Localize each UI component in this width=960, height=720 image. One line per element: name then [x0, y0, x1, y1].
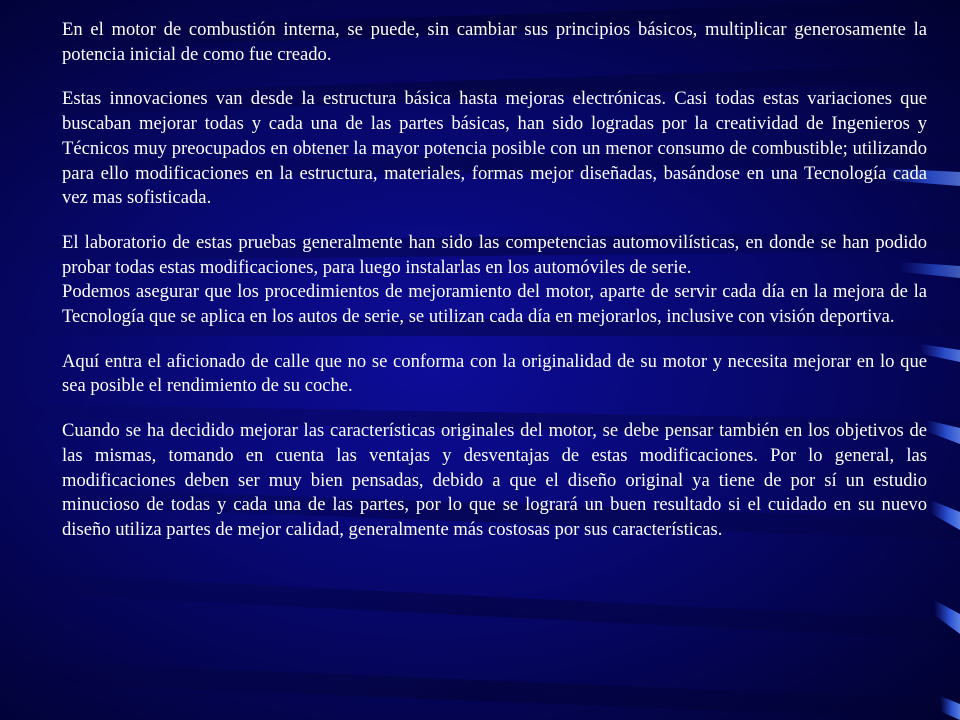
paragraph-1: En el motor de combustión interna, se puede, sin cambiar sus principios básicos, multiplicar generosamente la potencia inicial de como fue creado.: [62, 19, 927, 65]
paragraph-5: Aquí entra el aficionado de calle que no se conforma con la originalidad de su motor y necesita mejorar en lo que sea posible el rendimiento de su coche.: [62, 350, 927, 397]
body-text: [62, 18, 927, 543]
paragraph-6: Cuando se ha decidido mejorar las características originales del motor, se debe pensar también en los objetivos de las mismas, tomando en cuenta las ventajas y desventajas de estas modificaciones. Por lo general, las modificaciones deben ser muy bien pensadas, debido a que el diseño original ya tiene de por sí un estudio minucioso de todas y cada una de las partes, por lo que se logrará un buen resultado si el cuidado en su nuevo diseño utiliza partes de mejor calidad, generalmente más costosas por sus características.: [62, 420, 927, 540]
paragraph-3: El laboratorio de estas pruebas generalmente han sido las competencias automovilísticas, en donde se han podido probar todas estas modificaciones, para luego instalarlas en los automóviles de serie.: [62, 231, 927, 278]
paragraph-4: Podemos asegurar que los procedimientos de mejoramiento del motor, aparte de servir cada día en la mejora de la Tecnología que se aplica en los autos de serie, se utilizan cada día en mejorarlos, inclusive con visión deportiva.: [62, 281, 927, 328]
paragraph-2: Estas innovaciones van desde la estructura básica hasta mejoras electrónicas. Casi todas estas variaciones que buscaban mejorar todas y cada una de las partes básicas, han sido logradas por la creatividad de Ingenieros y Técnicos muy preocupados en obtener la mayor potencia posible con un menor consumo de combustible; utilizando para ello modificaciones en la estructura, materiales, formas mejor diseñadas, basándose en una Tecnología cada vez mas sofisticada.: [62, 88, 927, 209]
